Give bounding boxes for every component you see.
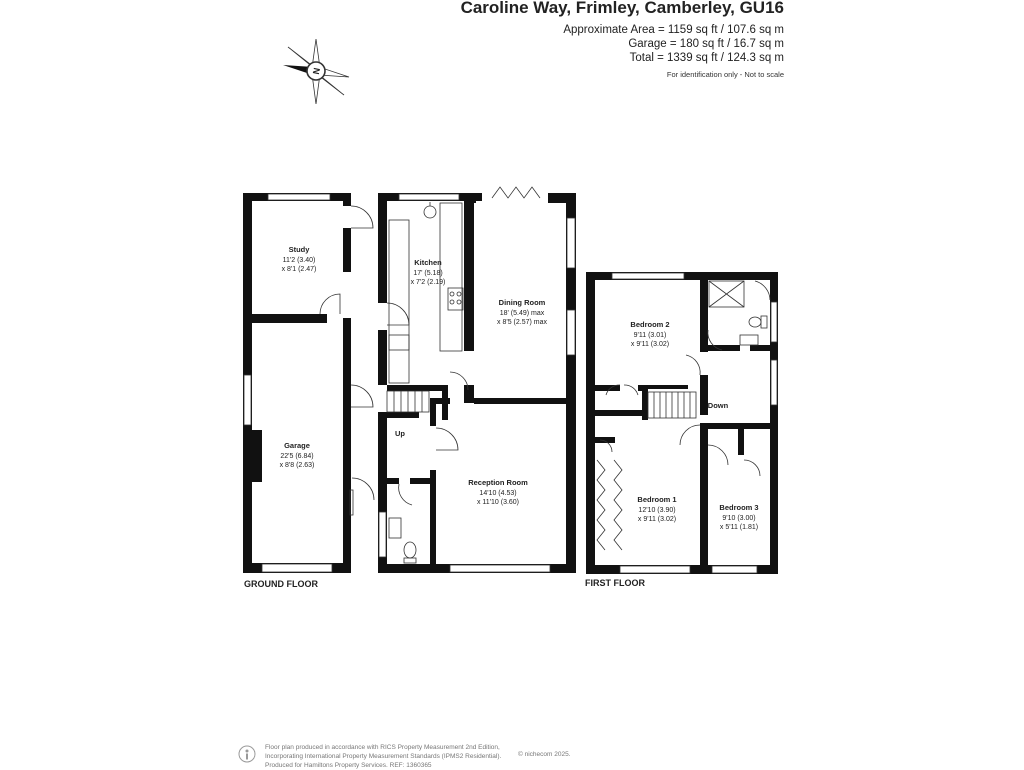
ipms-logo-icon — [238, 745, 256, 763]
room-name: Bedroom 1 — [637, 495, 677, 504]
scale-note: For identification only - Not to scale — [666, 70, 784, 79]
room-study — [282, 245, 317, 273]
stairs-up-label: Up — [395, 429, 405, 438]
room-dimension: x 11'10 (3.60) — [476, 499, 520, 506]
footer-line: Floor plan produced in accordance with RICS Property Measurement 2nd Edition, — [265, 744, 500, 751]
footer-line: Incorporating International Property Measurement Standards (IPMS2 Residential). — [265, 753, 502, 760]
compass-icon — [283, 39, 349, 104]
room-dimension: 14'10 (4.53) — [479, 490, 517, 497]
room-garage — [280, 441, 315, 469]
room-name: Dining Room — [498, 298, 546, 307]
room-reception — [468, 478, 528, 506]
room-dimension: 9'11 (3.01) — [633, 332, 667, 339]
room-dining — [497, 298, 547, 326]
stairs-down-label: Down — [707, 401, 729, 410]
room-name: Bedroom 2 — [630, 320, 670, 329]
room-dimension: 12'10 (3.90) — [638, 507, 676, 514]
first-floor-label: FIRST FLOOR — [585, 578, 645, 588]
room-dimension: 17' (5.18) — [413, 270, 443, 277]
room-name: Study — [288, 245, 310, 254]
compass-label: N — [310, 66, 323, 76]
room-dimension: 22'5 (6.84) — [280, 453, 314, 460]
copyright: © nichecom 2025. — [518, 751, 571, 758]
room-name: Kitchen — [414, 258, 442, 267]
room-name: Bedroom 3 — [719, 503, 759, 512]
room-bedroom-1 — [637, 495, 676, 523]
room-dimension: x 8'1 (2.47) — [281, 266, 317, 273]
room-dimension: x 9'11 (3.02) — [637, 516, 677, 523]
garage-area: Garage = 180 sq ft / 16.7 sq m — [628, 38, 784, 50]
room-bedroom-2 — [630, 320, 669, 348]
room-dimension: x 8'5 (2.57) max — [497, 319, 547, 326]
room-kitchen — [411, 258, 446, 286]
room-dimension: 18' (5.49) max — [499, 310, 545, 317]
room-dimension: x 8'8 (2.63) — [279, 462, 315, 469]
total-area: Total = 1339 sq ft / 124.3 sq m — [629, 52, 784, 64]
property-title: Caroline Way, Frimley, Camberley, GU16 — [460, 0, 784, 17]
room-dimension: x 5'11 (1.81) — [719, 524, 759, 531]
ground-floor-label: GROUND FLOOR — [244, 579, 318, 589]
footer-line: Produced for Hamiltons Property Services. REF: 1360365 — [265, 762, 432, 769]
approximate-area: Approximate Area = 1159 sq ft / 107.6 sq m — [563, 24, 784, 36]
footer-notice — [265, 743, 501, 770]
room-name: Garage — [284, 441, 310, 450]
room-bedroom-3 — [719, 503, 758, 531]
room-dimension: x 9'11 (3.02) — [630, 341, 670, 348]
room-dimension: 11'2 (3.40) — [282, 257, 316, 264]
room-name: Reception Room — [468, 478, 528, 487]
room-dimension: x 7'2 (2.19) — [410, 279, 446, 286]
room-dimension: 9'10 (3.00) — [722, 515, 756, 522]
